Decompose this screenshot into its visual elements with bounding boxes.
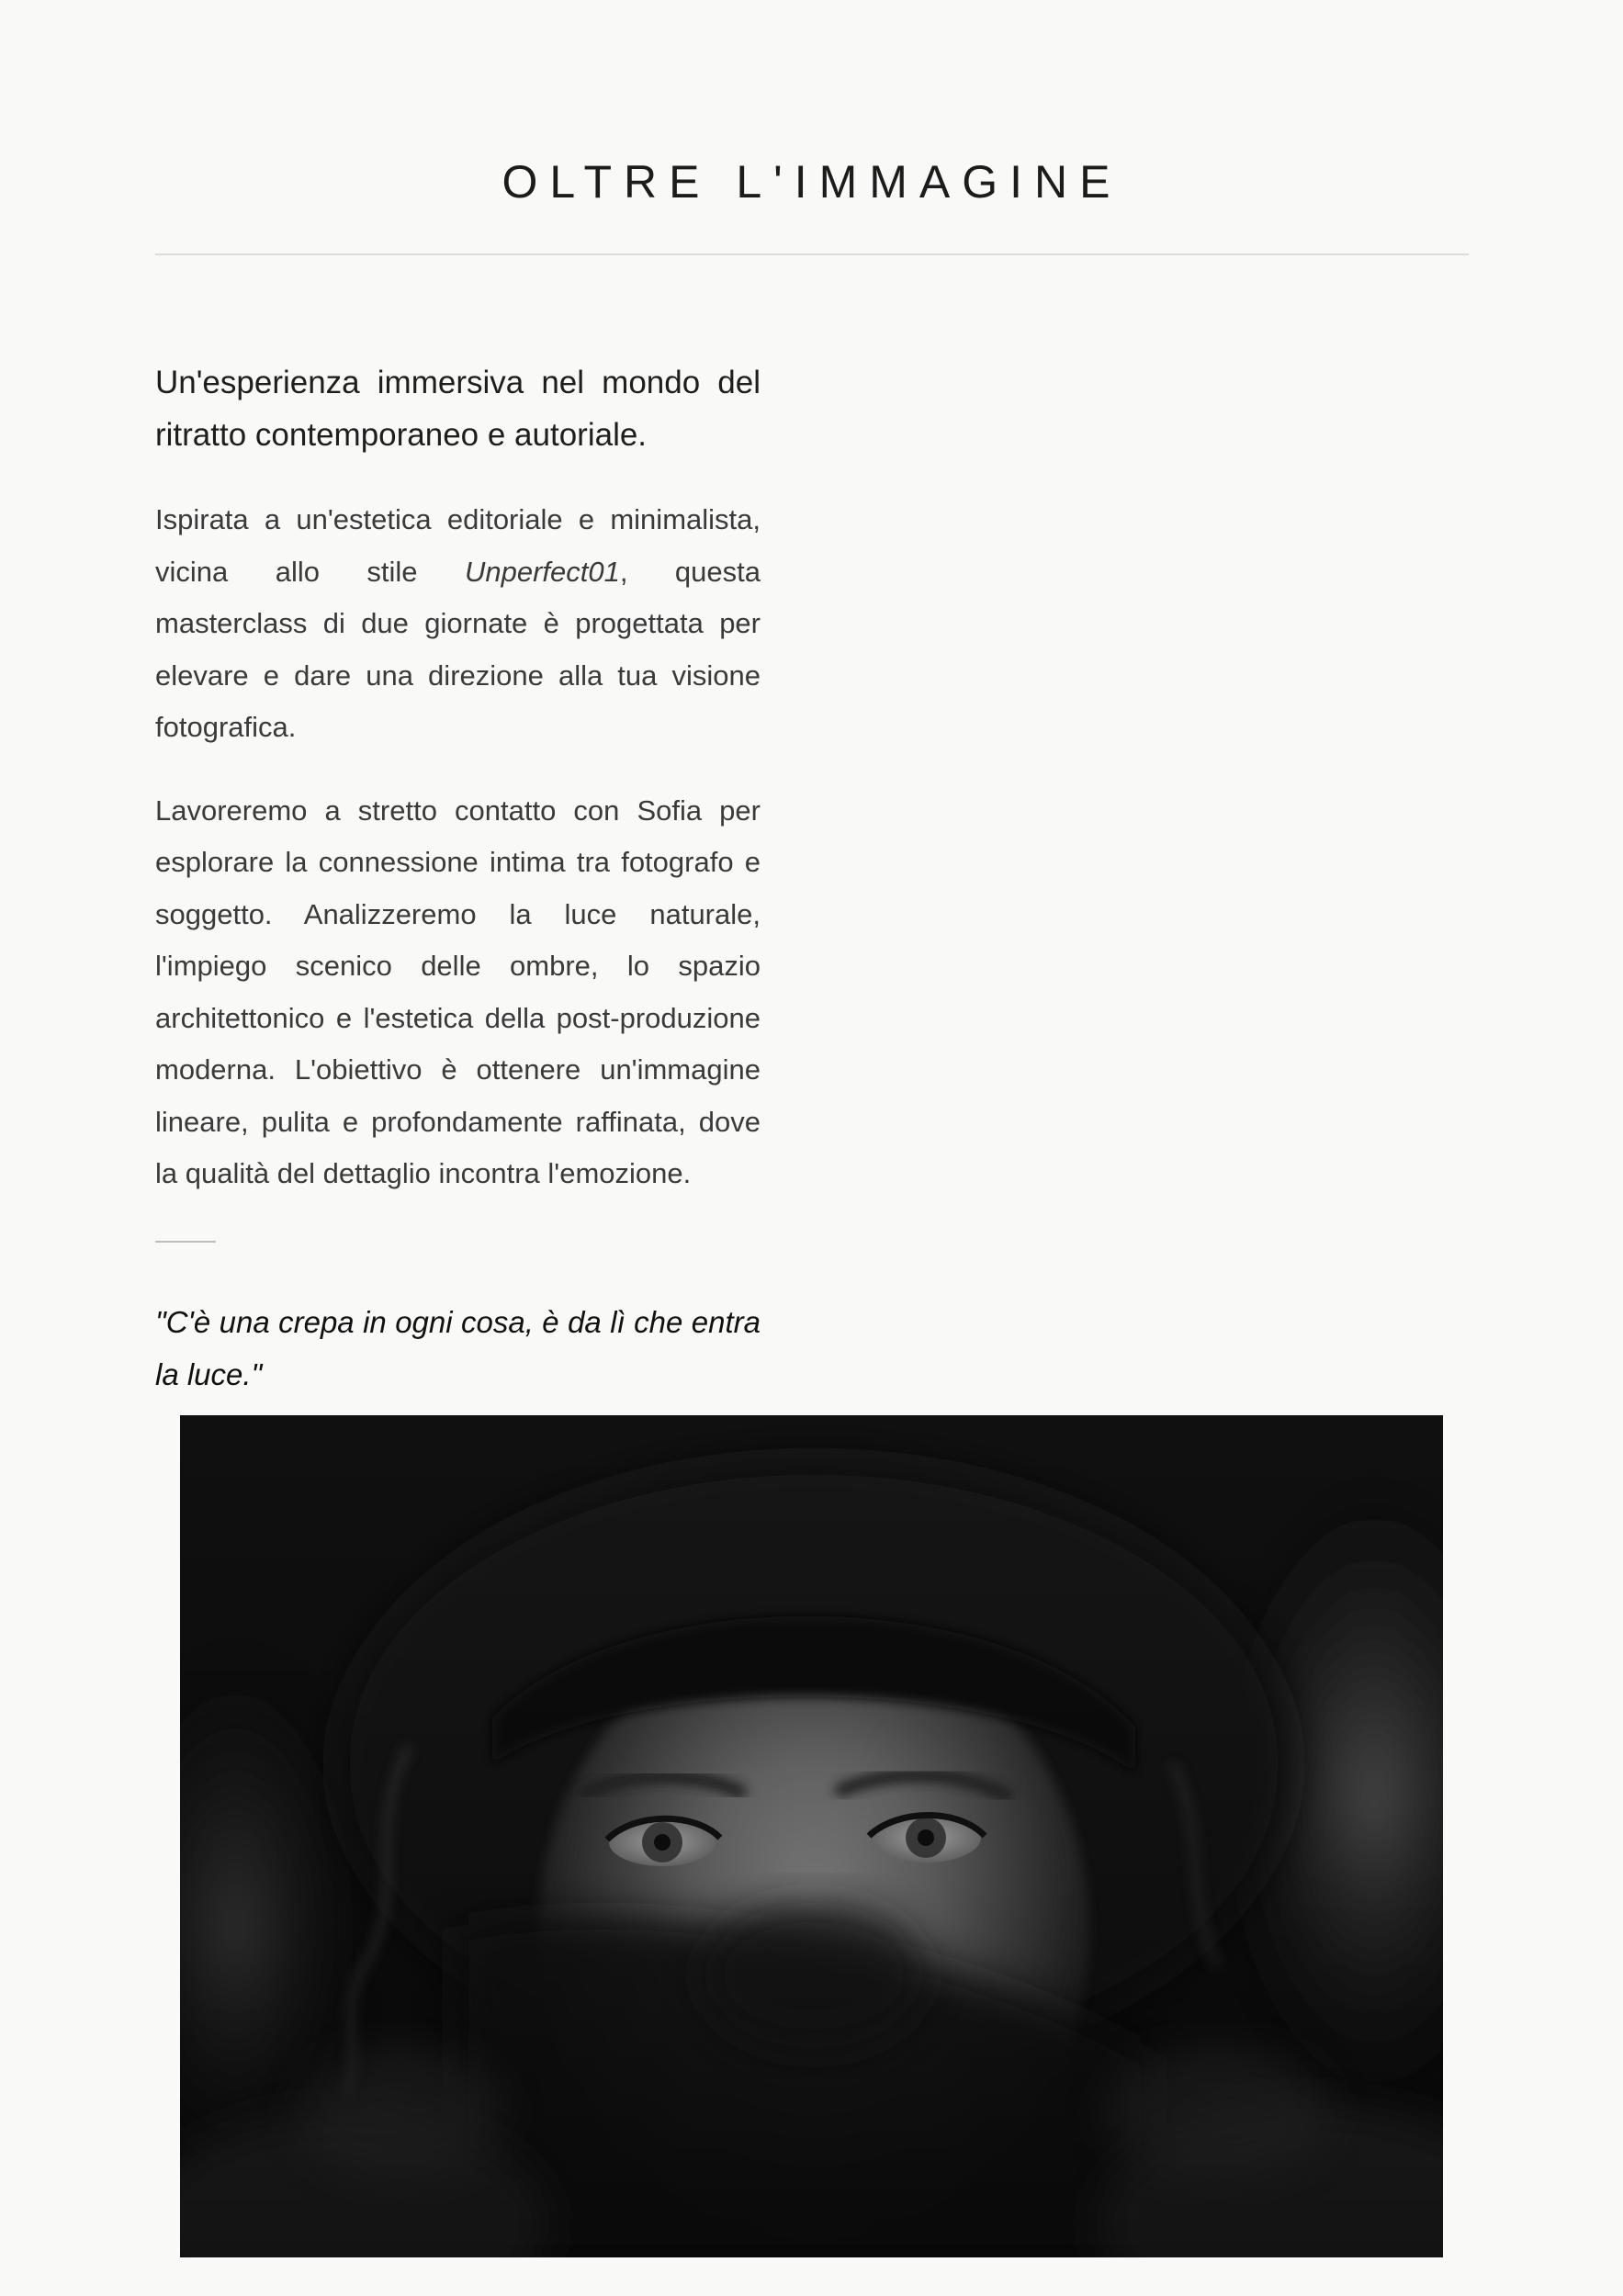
description-text-start: Ispirata a un'estetica editoriale e minimalista, vicina allo stile bbox=[155, 503, 761, 588]
description-text-end: , questa masterclass di due giornate è progettata per elevare e dare una direzione alla tua visione fotografica. bbox=[155, 555, 761, 743]
page-title: OLTRE L'IMMAGINE bbox=[502, 156, 1122, 208]
portrait-photo-graphic bbox=[180, 1415, 1443, 2257]
portrait-photo bbox=[180, 1415, 1443, 2257]
workshop-paragraph: Lavoreremo a stretto contatto con Sofia per esplorare la connessione intima tra fotografo e soggetto. Analizzeremo la luce naturale, l'impiego scenico delle ombre, lo spazio architettonico e l'estetica della post-produzione moderna. L'obiettivo è ottenere un'immagine lineare, pulita e profondamente raffinata, dove la qualità del dettaglio incontra l'emozione. bbox=[155, 793, 761, 1189]
pull-quote: "C'è una crepa in ogni cosa, è da lì che entra la luce." bbox=[155, 1304, 761, 1391]
intro-text-column bbox=[155, 356, 761, 1401]
lead-paragraph: Un'esperienza immersiva nel mondo del ritratto contemporaneo e autoriale. bbox=[155, 365, 761, 453]
short-divider bbox=[155, 1241, 216, 1243]
description-paragraph bbox=[155, 494, 761, 754]
page-header bbox=[155, 0, 1469, 255]
style-reference: Unperfect01 bbox=[464, 555, 620, 588]
